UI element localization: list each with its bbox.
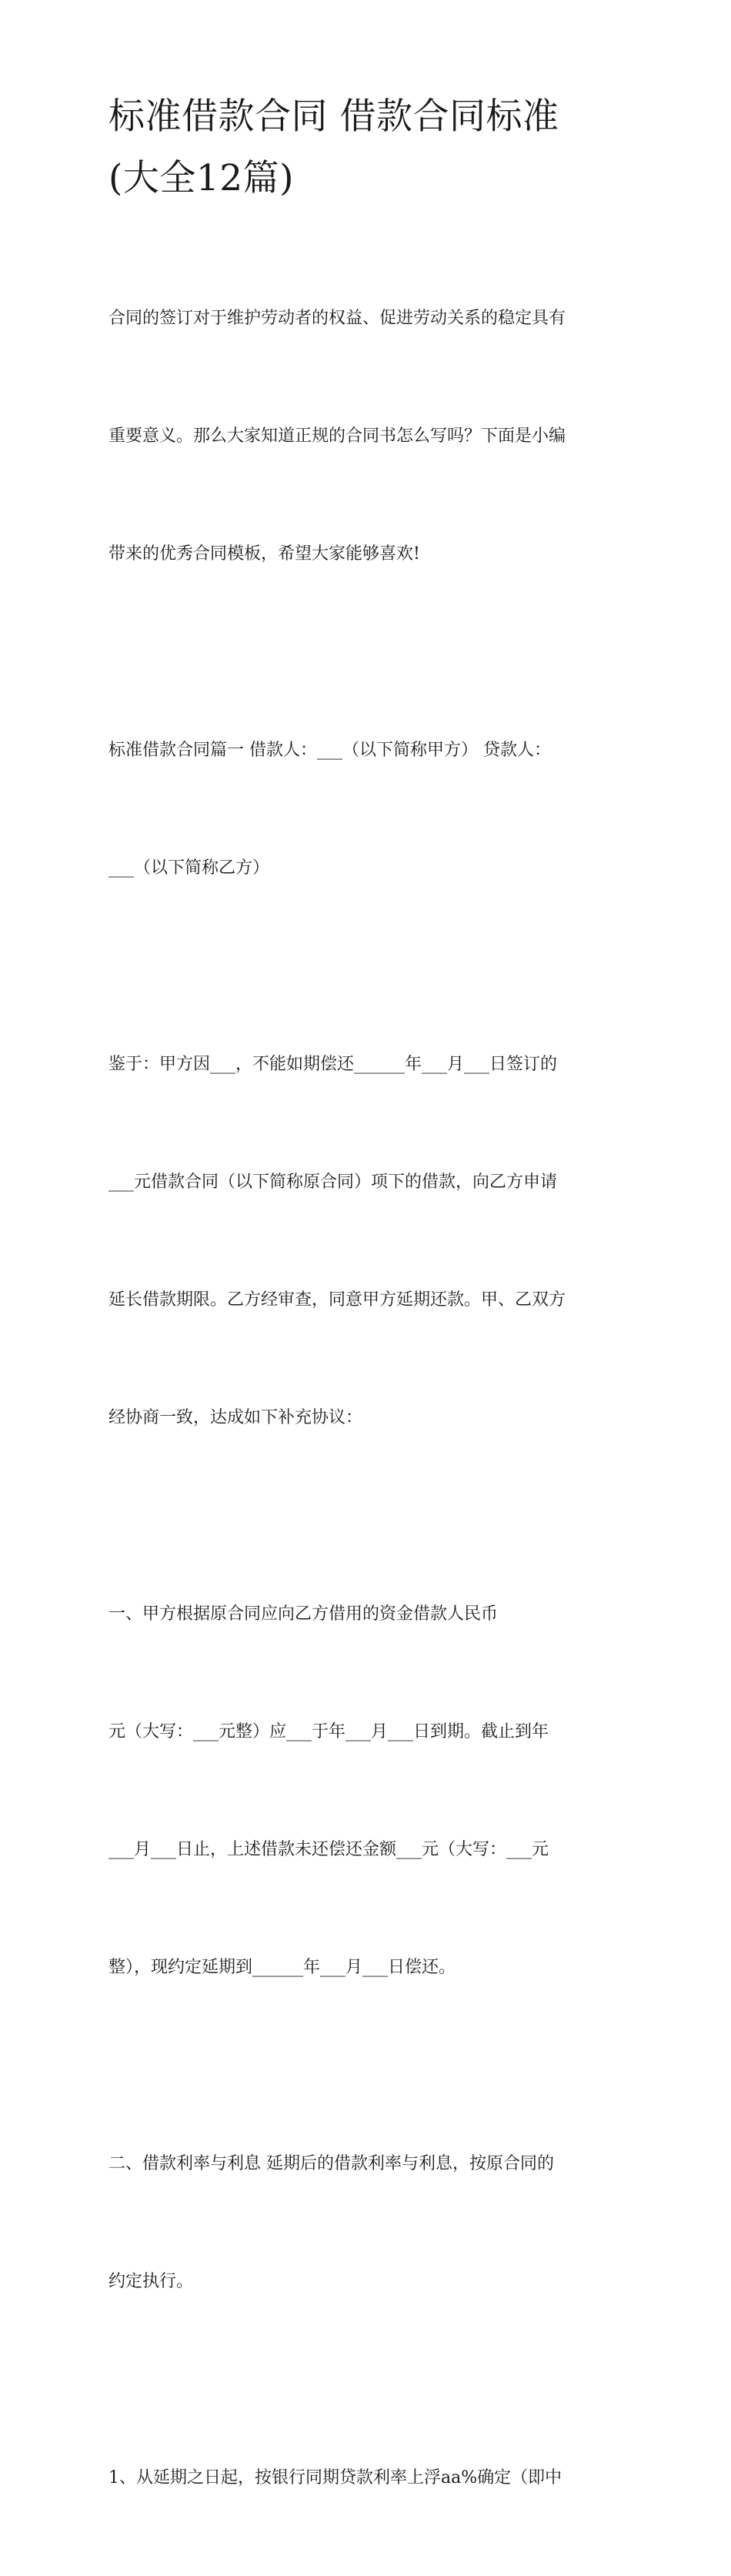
intro-paragraph — [108, 220, 632, 652]
text-line: 整），现约定延期到______年___月___日偿还。 — [108, 1958, 456, 1977]
text-line: 经协商一致，达成如下补充协议： — [108, 1408, 363, 1427]
text-line: 标准借款合同篇一 借款人：___（以下简称甲方） 贷款人： — [108, 741, 551, 760]
document-title — [108, 86, 632, 209]
document-page — [108, 86, 632, 2576]
subclause-one-paragraph — [108, 2380, 632, 2576]
whereas-paragraph — [108, 966, 632, 1516]
text-line: ___元借款合同（以下简称原合同）项下的借款，向乙方申请 — [108, 1173, 558, 1192]
text-line: ___月___日止，上述借款未还偿还金额___元（大写：___元 — [108, 1840, 549, 1859]
text-line: 鉴于：甲方因___，不能如期偿还______年___月___日签订的 — [108, 1055, 558, 1074]
text-line: 重要意义。那么大家知道正规的合同书怎么写吗？下面是小编 — [108, 427, 566, 446]
title-line: (大全12篇) — [108, 157, 294, 199]
text-line: 元（大写：___元整）应___于年___月___日到期。截止到年 — [108, 1722, 549, 1741]
clause-one-paragraph — [108, 1516, 632, 2066]
clause-two-paragraph — [108, 2066, 632, 2380]
text-line: 约定执行。 — [108, 2272, 194, 2291]
text-line: 二、借款利率与利息 延期后的借款利率与利息，按原合同的 — [108, 2154, 554, 2173]
parties-paragraph — [108, 652, 632, 966]
text-line: 带来的优秀合同模板，希望大家能够喜欢! — [108, 544, 420, 564]
text-line: 合同的签订对于维护劳动者的权益、促进劳动关系的稳定具有 — [108, 309, 566, 328]
text-line: ___（以下简称乙方） — [108, 858, 270, 878]
text-line: 一、甲方根据原合同应向乙方借用的资金借款人民币 — [108, 1604, 499, 1624]
text-line: 延长借款期限。乙方经审查，同意甲方延期还款。甲、乙双方 — [108, 1290, 566, 1310]
title-line: 标准借款合同 借款合同标准 — [108, 95, 559, 138]
text-line: 1、从延期之日起，按银行同期贷款利率上浮aa%确定（即中 — [108, 2468, 562, 2487]
